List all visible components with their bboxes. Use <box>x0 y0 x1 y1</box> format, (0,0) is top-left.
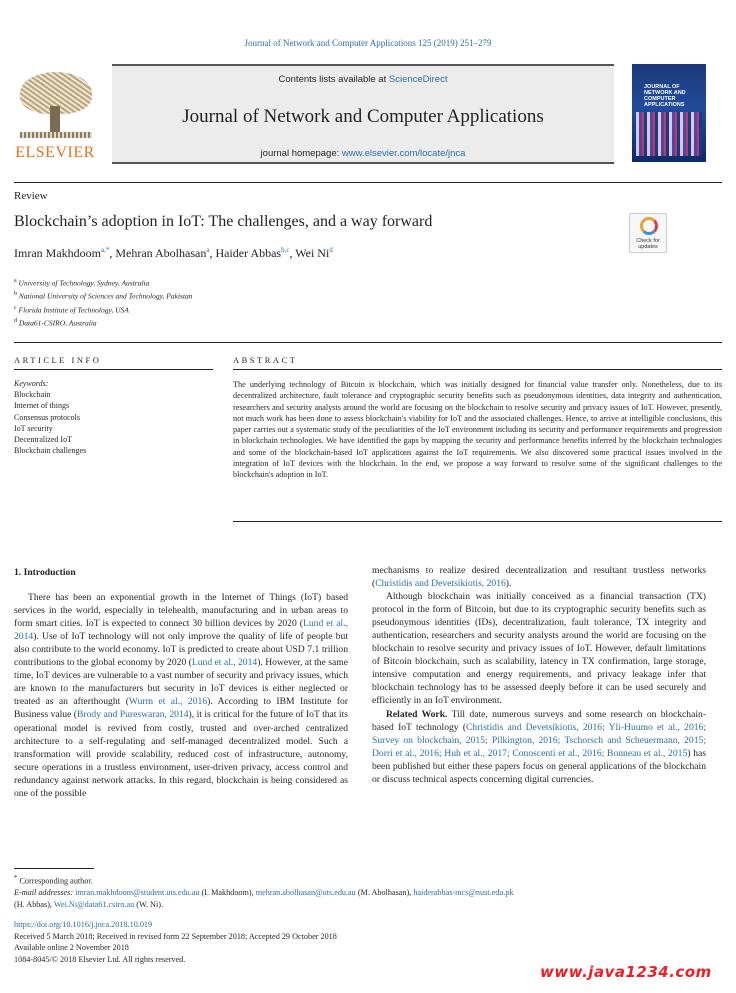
homepage-prefix: journal homepage: <box>260 148 342 159</box>
keyword-item: Decentralized IoT <box>14 435 72 445</box>
affiliations <box>14 276 193 329</box>
text-run: mechanisms to realize desired decentralization and resultant trustless networks ( <box>372 565 706 590</box>
body-column-left <box>14 566 348 800</box>
text-run: ) has been published but either these papers focus on general applications of the blockchain or discuss technical aspects concerning digital currencies. <box>372 747 706 785</box>
intro-paragraph-continued <box>372 564 706 590</box>
citation-link[interactable]: Christidis and Devetsikiotis, 2016 <box>375 578 506 590</box>
header-divider <box>14 182 722 183</box>
text-run: ). <box>505 578 512 590</box>
elsevier-logo[interactable] <box>14 70 96 162</box>
footnote-rule <box>14 868 94 869</box>
author-name[interactable]: Haider Abbas <box>215 246 282 260</box>
abstract-rule <box>233 369 722 370</box>
available-online: Available online 2 November 2018 <box>14 943 129 953</box>
affiliation-item: $^d$ Data61-CSIRO, Australia <box>14 317 97 328</box>
publication-info <box>14 919 722 965</box>
author-name[interactable]: Imran Makhdoom <box>14 246 101 260</box>
author-name[interactable]: Wei Ni <box>295 246 330 260</box>
homepage-line <box>112 148 614 159</box>
check-updates-icon <box>640 217 658 235</box>
affiliation-item: $^c$ Florida Institute of Technology, USA <box>14 304 129 315</box>
author-name[interactable]: Mehran Abolhasan <box>115 246 207 260</box>
abstract-heading: ABSTRACT <box>233 355 298 365</box>
keywords-label: Keywords: <box>14 379 49 388</box>
text-run: ), it is critical for the future of IoT that its operational model is revived from costly, trusted and over-arched centralized architecture to a self-regulating and self-managed decentralized model. Such a transformation will provide scalability, reduced cost of infrastructure, autonomy, secure operations in a trustless environment, user-driven privacy, access control and redundancy against network attacks. In this regard, blockchain is being considered as one of the possible <box>14 709 348 799</box>
article-info-heading: ARTICLE INFO <box>14 355 102 365</box>
sciencedirect-link[interactable]: ScienceDirect <box>388 74 448 85</box>
author-affiliation-mark[interactable]: b,c <box>281 246 290 254</box>
article-type: Review <box>14 190 48 202</box>
info-divider <box>14 342 722 343</box>
abstract-bottom-rule <box>233 521 722 522</box>
email-link[interactable]: mehran.abolhasan@uts.edu.au <box>255 888 356 898</box>
email-link[interactable]: Wei.Ni@data61.csiro.au <box>53 899 135 909</box>
elsevier-wordmark: ELSEVIER <box>15 144 95 161</box>
text-run: There has been an exponential growth in the Internet of Things (IoT) based services in the world, especially in telehealth, manufacturing and in urban areas to form smart cities. IoT is expected to connect 30 billion devices by 2020 ( <box>14 592 348 630</box>
keyword-item: Blockchain <box>14 390 51 400</box>
email-link[interactable]: imran.makhdoom@student.uts.edu.au <box>75 888 200 898</box>
intro-paragraph-2: Although blockchain was initially conceived as a financial transaction (TX) protocol in the form of Bitcoin, but due to its cryptographic security benefits such as pseudonymous identities (IDs), decentralization, fault tolerance, TX integrity and authentication, researchers and security analysts around the world are focusing on the blockchain to resolve security and privacy issues of IoT. However, default limitations of Bitcoin blockchain, such as scalability, latency in TX confirmation, large storage, intensive computation and energy requirements, and privacy leakage infer that blockchain technology has to be assessed deeply before it can be used securely and efficiently in an IoT environment. <box>372 591 706 707</box>
affiliation-item: $^a$ University of Technology, Sydney, Australia <box>14 278 150 288</box>
journal-header <box>14 62 722 166</box>
abstract-text: The underlying technology of Bitcoin is blockchain, which was initially designed for financial value transfer only. Nonetheless, due to its decentralized architecture, fault tolerance and cryptographic security benefits such as pseudonymous identities, data integrity and authentication, researchers and security analysts around the world are focusing on the blockchain to resolve security and privacy issues of IoT. However, presently, not much work has been done to assess blockchain's viability for IoT and the associated challenges. Hence, to arrive at intelligible conclusions, this paper carries out a systematic study of the peculiarities of the IoT environment including its security and performance requirements and progression in blockchain technologies. We have identified the gaps by mapping the security and performance benefits inferred by the blockchain technologies and some of the blockchain-based IoT applications against the IoT requirements. We also discovered some practical issues involved in the integration of IoT devices with the blockchain. In the end, we propose a way forward to resolve some of the significant challenges to the blockchain's adoption in IoT. <box>233 380 722 480</box>
cover-artwork <box>636 112 702 156</box>
keyword-item: Consensus protocols <box>14 412 80 422</box>
keyword-item: Blockchain challenges <box>14 446 87 456</box>
journal-banner <box>112 64 614 164</box>
corresponding-author-note: * Corresponding author. <box>14 875 93 886</box>
email-label: E-mail addresses: <box>14 888 74 898</box>
text-run: ). However, at the same time, IoT devices are vulnerable to a vast number of security and privacy issues, which are known to the manufacturers but security in IoT devices is either neglected or treated as an afterthought ( <box>14 657 348 708</box>
citation-link[interactable]: Lund et al., 2014 <box>191 657 258 669</box>
article-info-rule <box>14 369 213 370</box>
text-run: ). According to IBM Institute for Business value ( <box>14 696 348 721</box>
keyword-item: Internet of things <box>14 401 70 411</box>
check-for-updates-button[interactable] <box>629 213 667 253</box>
citation-link[interactable]: Lund et al., 2014 <box>14 618 348 643</box>
text-run: Till date, numerous surveys and some research on blockchain-based IoT technology ( <box>372 708 707 733</box>
text-run: ). Use of IoT technology will not only improve the quality of life of people but also contribute to the world economy. IoT is predicted to create about USD 7.1 trillion contributions to the global economy by 2020 ( <box>14 631 348 669</box>
author-affiliation-mark[interactable]: a <box>206 246 210 254</box>
email-link[interactable]: haiderabbas-mcs@nust.edu.pk <box>413 888 514 898</box>
citation-link[interactable]: Wurm et al., 2016 <box>128 696 208 708</box>
check-updates-label: Check for updates <box>636 238 660 250</box>
author-affiliation-mark[interactable]: d <box>329 246 333 254</box>
email-addresses: E-mail addresses: imran.makhdoom@student.uts.edu.au (I. Makhdoom), mehran.abolhasan@uts.edu.au (M. Abolhasan), haiderabbas-mcs@nust.edu.pk (H. Abbas), Wei.Ni@data61.csiro.au (W. Ni). <box>14 888 514 909</box>
keywords-list <box>14 378 209 456</box>
article-title: Blockchain’s adoption in IoT: The challenges, and a way forward <box>14 213 433 230</box>
contents-prefix: Contents lists available at <box>278 74 389 85</box>
related-work-label: Related Work. <box>386 708 448 720</box>
journal-reference[interactable]: Journal of Network and Computer Applications 125 (2019) 251–279 <box>244 38 492 48</box>
contents-line <box>112 74 614 85</box>
citation-link[interactable]: Brody and Pureswaran, 2014 <box>77 709 189 721</box>
doi-link[interactable]: https://doi.org/10.1016/j.jnca.2018.10.019 <box>14 920 153 929</box>
intro-paragraph-1 <box>14 591 348 800</box>
received-dates: Received 5 March 2018; Received in revised form 22 September 2018; Accepted 29 October 2018 <box>14 931 337 941</box>
citation-link[interactable]: Christidis and Devetsikiotis, 2016; Yli-Huumo et al., 2016; Survey on blockchain, 2015; Pilkington, 2016; Tschorsch and Scheuermann, 2015; Dorri et al., 2016; Huh et al., 2017; Conoscenti et al., 2016; Bonneau et al., 2015 <box>372 721 706 759</box>
author-list: Imran Makhdoom$^{a,*}$, Mehran Abolhasan$^a$, Haider Abbas$^{b,c}$, Wei Ni$^d$ <box>14 246 333 260</box>
affiliation-item: $^b$ National University of Sciences and Technology, Pakistan <box>14 291 193 301</box>
footnotes <box>14 873 722 910</box>
author-affiliation-mark[interactable]: a,* <box>100 246 110 254</box>
body-column-right <box>372 564 706 786</box>
related-work-paragraph <box>372 708 706 786</box>
journal-homepage-link[interactable]: www.elsevier.com/locate/jnca <box>341 148 466 159</box>
issn-copyright: 1084-8045/© 2018 Elsevier Ltd. All rights reserved. <box>14 954 186 964</box>
keyword-item: IoT security <box>14 423 53 433</box>
elsevier-tree-icon <box>20 70 92 138</box>
journal-title: Journal of Network and Computer Applications <box>182 106 544 127</box>
journal-cover-image[interactable] <box>632 64 706 162</box>
cover-title: JOURNAL OF NETWORK AND COMPUTER APPLICATIONS <box>644 84 686 108</box>
section-heading-introduction: 1. Introduction <box>14 567 76 578</box>
site-watermark: www.java1234.com <box>540 963 712 981</box>
